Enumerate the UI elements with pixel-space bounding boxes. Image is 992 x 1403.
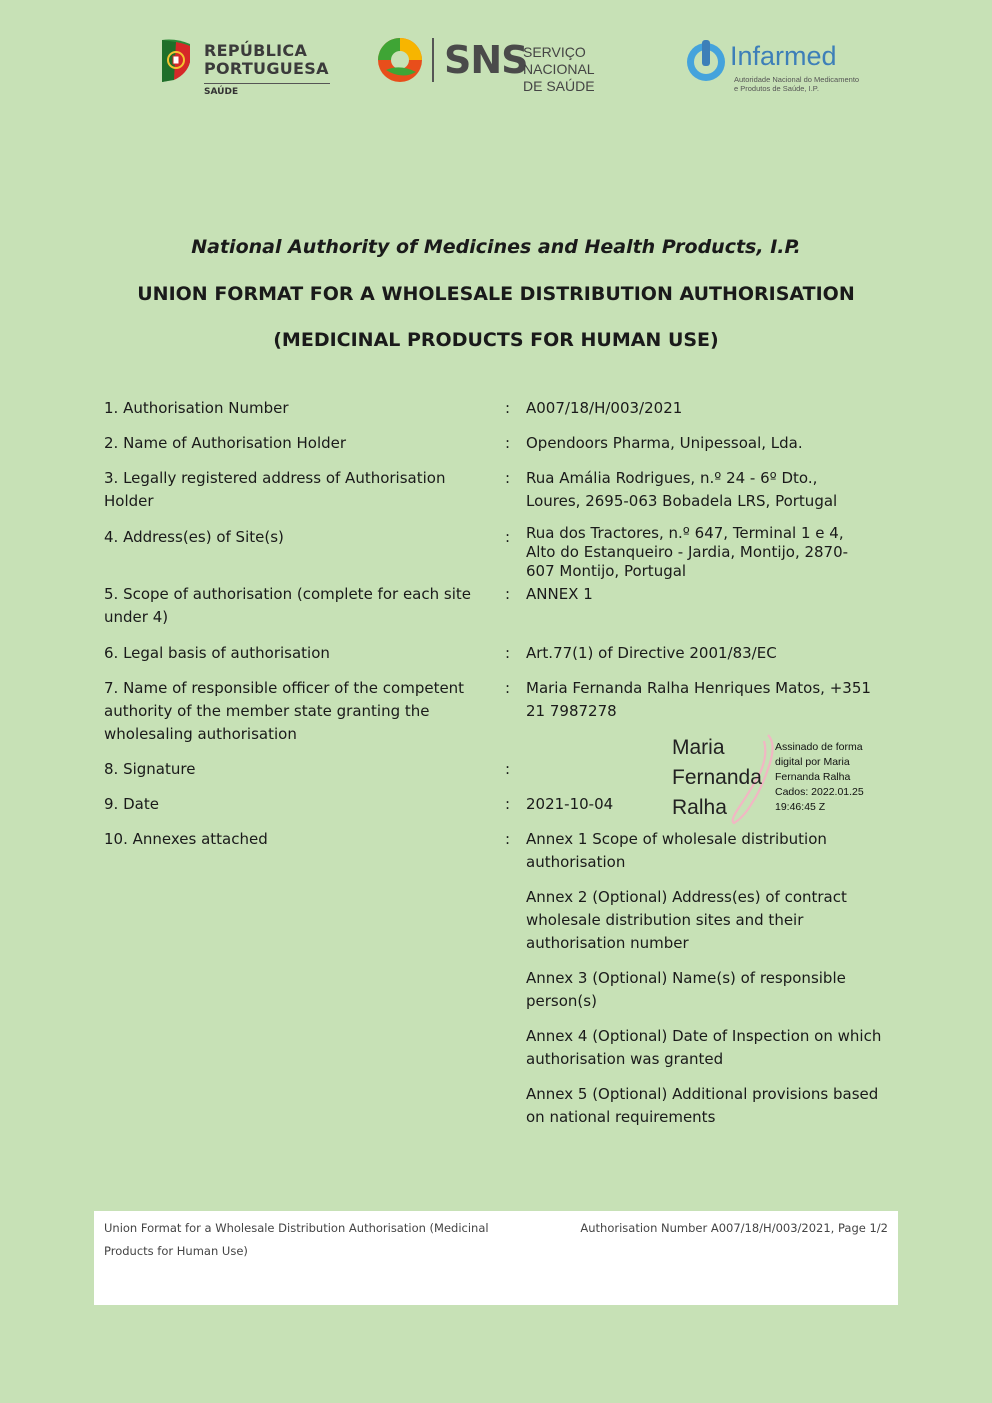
field-label: 1. Authorisation Number	[104, 399, 289, 417]
field-label: 3. Legally registered address of Authorisation Holder	[104, 469, 446, 510]
infarmed-subtitle: Autoridade Nacional do Medicamento e Produtos de Saúde, I.P.	[734, 75, 860, 93]
annex-item: Annex 2 (Optional) Address(es) of contract wholesale distribution sites and their authorisation number	[526, 888, 847, 952]
footer-document-title: Union Format for a Wholesale Distribution Authorisation (Medicinal Products for Human Use)	[104, 1221, 489, 1258]
field-value: 2021-10-04	[526, 795, 614, 813]
republica-sub: SAÚDE	[204, 87, 239, 97]
republica-wordmark: REPÚBLICA PORTUGUESA	[204, 41, 329, 78]
field-label: 6. Legal basis of authorisation	[104, 644, 330, 662]
field-label: 9. Date	[104, 795, 159, 813]
field-value: Art.77(1) of Directive 2001/83/EC	[526, 644, 777, 662]
document-subtitle: (MEDICINAL PRODUCTS FOR HUMAN USE)	[273, 329, 719, 351]
infarmed-emblem-icon	[684, 38, 728, 84]
signature-details: Assinado de forma digital por Maria Fernanda Ralha Cados: 2022.01.25 19:46:45 Z	[775, 741, 864, 813]
field-value: Rua Amália Rodrigues, n.º 24 - 6º Dto., Loures, 2695-063 Bobadela LRS, Portugal	[526, 469, 838, 510]
field-label: 8. Signature	[104, 760, 196, 778]
field-label: 10. Annexes attached	[104, 830, 268, 848]
field-value: ANNEX 1	[526, 585, 593, 603]
annex-item: Annex 5 (Optional) Additional provisions based on national requirements	[526, 1085, 879, 1126]
infarmed-logo	[684, 38, 874, 98]
digital-signature	[672, 733, 892, 823]
annex-item: Annex 1 Scope of wholesale distribution authorisation	[526, 830, 827, 871]
republica-portuguesa-logo	[156, 38, 336, 98]
annex-item: Annex 4 (Optional) Date of Inspection on which authorisation was granted	[526, 1027, 882, 1068]
field-value: Rua dos Tractores, n.º 647, Terminal 1 e 4, Alto do Estanqueiro - Jardia, Montijo, 2870-607 Montijo, Portugal	[526, 524, 849, 580]
document-title: UNION FORMAT FOR A WHOLESALE DISTRIBUTION AUTHORISATION	[137, 283, 855, 305]
sns-emblem-icon	[376, 36, 424, 84]
sns-logo	[376, 36, 646, 96]
authority-heading: National Authority of Medicines and Health Products, I.P.	[191, 236, 801, 258]
field-label: 7. Name of responsible officer of the competent authority of the member state granting the wholesaling authorisation	[104, 679, 465, 743]
field-label: 4. Address(es) of Site(s)	[104, 528, 284, 546]
annex-item: Annex 3 (Optional) Name(s) of responsible person(s)	[526, 969, 846, 1010]
infarmed-wordmark: Infarmed	[730, 41, 837, 71]
footer-page-number: Authorisation Number A007/18/H/003/2021, Page 1/2	[580, 1221, 888, 1235]
republica-emblem-icon	[156, 38, 196, 84]
field-value: Maria Fernanda Ralha Henriques Matos, +351 21 7987278	[526, 679, 871, 720]
logo-bar	[0, 34, 992, 104]
page-footer	[94, 1211, 898, 1305]
annex-list	[526, 828, 891, 1141]
field-label: 5. Scope of authorisation (complete for each site under 4)	[104, 585, 471, 626]
sns-fullname: SERVIÇO NACIONAL DE SAÚDE	[523, 44, 595, 94]
field-label: 2. Name of Authorisation Holder	[104, 434, 347, 452]
sns-abbr: SNS	[444, 38, 528, 82]
field-value: Opendoors Pharma, Unipessoal, Lda.	[526, 434, 803, 452]
signer-name: Maria Fernanda Ralha	[672, 736, 762, 819]
field-value: A007/18/H/003/2021	[526, 399, 683, 417]
